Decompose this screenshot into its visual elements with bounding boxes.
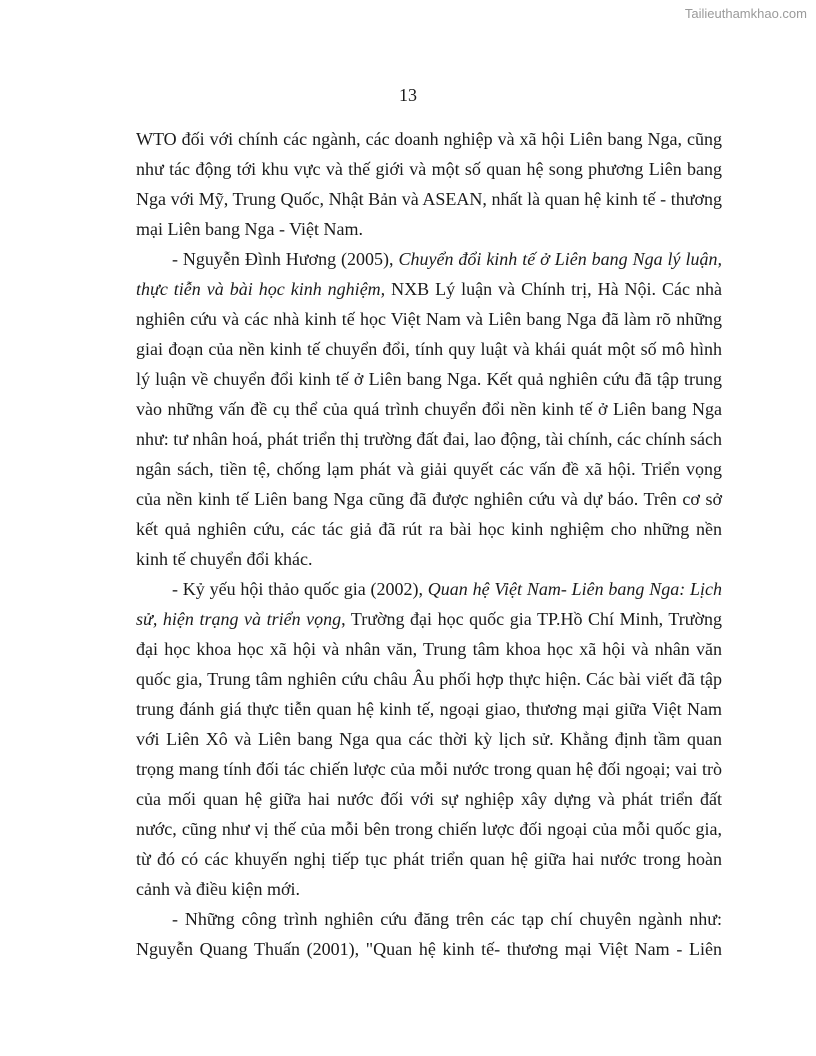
paragraph — [136, 124, 722, 244]
paragraph — [136, 904, 722, 964]
paragraph — [136, 244, 722, 574]
text-run: - Nguyễn Đình Hương (2005), — [172, 249, 399, 269]
book-title: Chuyển đổi kinh tế ở Liên bang Nga lý luận, thực tiễn và bài học kinh nghiệm, — [136, 249, 722, 299]
text-run: - Kỷ yếu hội thảo quốc gia (2002), — [172, 579, 428, 599]
text-run: WTO đối với chính các ngành, các doanh nghiệp và xã hội Liên bang Nga, cũng như tác động tới khu vực và thế giới và một số quan hệ song phương Liên bang Nga với Mỹ, Trung Quốc, Nhật Bản và ASEAN, nhất là quan hệ kinh tế - thương mại Liên bang Nga - Việt Nam. — [136, 129, 722, 239]
text-run: , Trường đại học quốc gia TP.Hồ Chí Minh, Trường đại học khoa học xã hội và nhân văn, Trung tâm khoa học xã hội và nhân văn quốc gia, Trung tâm nghiên cứu châu Âu phối hợp thực hiện. Các bài viết đã tập trung đánh giá thực tiễn quan hệ kinh tế, ngoại giao, thương mại giữa Việt Nam với Liên Xô và Liên bang Nga qua các thời kỳ lịch sử. Khẳng định tầm quan trọng mang tính đối tác chiến lược của mỗi nước trong quan hệ đối ngoại; vai trò của mối quan hệ giữa hai nước đối với sự nghiệp xây dựng và phát triển đất nước, cũng như vị thế của mỗi bên trong chiến lược đối ngoại của mỗi quốc gia, từ đó có các khuyến nghị tiếp tục phát triển quan hệ giữa hai nước trong hoàn cảnh và điều kiện mới. — [136, 609, 722, 899]
book-title: Quan hệ Việt Nam- Liên bang Nga: Lịch sử, hiện trạng và triển vọng — [136, 579, 722, 629]
text-run: - Những công trình nghiên cứu đăng trên các tạp chí chuyên ngành như: Nguyễn Quang Thuấn (2001), "Quan hệ kinh tế- thương mại Việt Nam - Liên — [136, 909, 722, 959]
watermark: Tailieuthamkhao.com — [684, 6, 807, 21]
document-body — [136, 124, 722, 964]
paragraph — [136, 574, 722, 904]
page-number: 13 — [399, 85, 417, 105]
text-run: NXB Lý luận và Chính trị, Hà Nội. Các nhà nghiên cứu và các nhà kinh tế học Việt Nam và Liên bang Nga đã làm rõ những giai đoạn của nền kinh tế chuyển đổi, tính quy luật và khái quát một số mô hình lý luận về chuyển đổi kinh tế ở Liên bang Nga. Kết quả nghiên cứu đã tập trung vào những vấn đề cụ thể của quá trình chuyển đổi nền kinh tế ở Liên bang Nga như: tư nhân hoá, phát triển thị trường đất đai, lao động, tài chính, các chính sách ngân sách, tiền tệ, chống lạm phát và giải quyết các vấn đề xã hội. Triển vọng của nền kinh tế Liên bang Nga cũng đã được nghiên cứu và dự báo. Trên cơ sở kết quả nghiên cứu, các tác giả đã rút ra bài học kinh nghiệm cho những nền kinh tế chuyển đổi khác. — [136, 279, 722, 569]
